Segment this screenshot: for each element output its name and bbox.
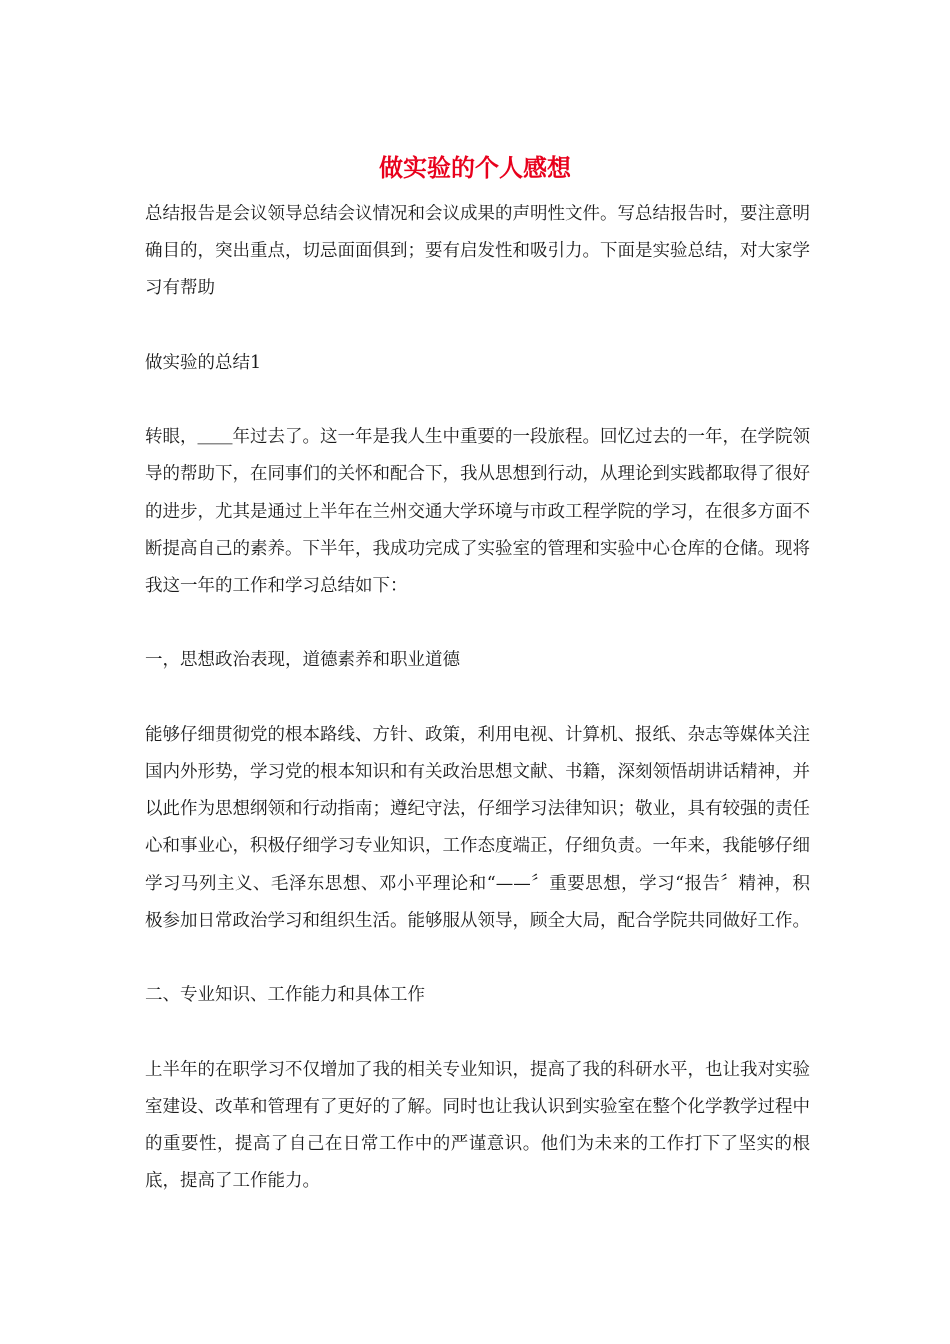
body-paragraph: 转眼，＿＿年过去了。这一年是我人生中重要的一段旅程。回忆过去的一年，在学院领导的帮助下，在同事们的关怀和配合下，我从思想到行动，从理论到实践都取得了很好的进步，尤其是通过上半年在兰州交通大学环境与市政工程学院的学习，在很多方面不断提高自己的素养。下半年，我成功完成了实验室的管理和实验中心仓库的仓储。现将我这一年的工作和学习总结如下： (145, 427, 810, 596)
paragraph-gap (145, 940, 810, 977)
document-body (145, 196, 810, 1200)
paragraph-gap (145, 382, 810, 419)
paragraph-gap (145, 680, 810, 717)
paragraph-gap (145, 605, 810, 642)
body-paragraph: 能够仔细贯彻党的根本路线、方针、政策，利用电视、计算机、报纸、杂志等媒体关注国内外形势，学习党的根本知识和有关政治思想文献、书籍，深刻领悟胡讲话精神，并以此作为思想纲领和行动指南；遵纪守法，仔细学习法律知识；敬业，具有较强的责任心和事业心，积极仔细学习专业知识，工作态度端正，仔细负责。一年来，我能够仔细学习马列主义、毛泽东思想、邓小平理论和“——〞重要思想，学习“报告〞精神，积极参加日常政治学习和组织生活。能够服从领导，顾全大局，配合学院共同做好工作。 (145, 724, 810, 931)
intro-paragraph: 总结报告是会议领导总结会议情况和会议成果的声明性文件。写总结报告时，要注意明确目的，突出重点，切忌面面俱到；要有启发性和吸引力。下面是实验总结，对大家学习有帮助 (145, 204, 810, 299)
section-heading: 二、专业知识、工作能力和具体工作 (145, 985, 425, 1006)
paragraph-gap (145, 308, 810, 345)
document-title: 做实验的个人感想 (379, 153, 571, 182)
section-heading: 做实验的总结1 (145, 352, 262, 373)
section-heading: 一，思想政治表现，道德素养和职业道德 (145, 650, 460, 671)
body-paragraph: 上半年的在职学习不仅增加了我的相关专业知识，提高了我的科研水平，也让我对实验室建设、改革和管理有了更好的了解。同时也让我认识到实验室在整个化学教学过程中的重要性，提高了自己在日常工作中的严谨意识。他们为未来的工作打下了坚实的根底，提高了工作能力。 (145, 1059, 810, 1192)
paragraph-gap (145, 1014, 810, 1051)
